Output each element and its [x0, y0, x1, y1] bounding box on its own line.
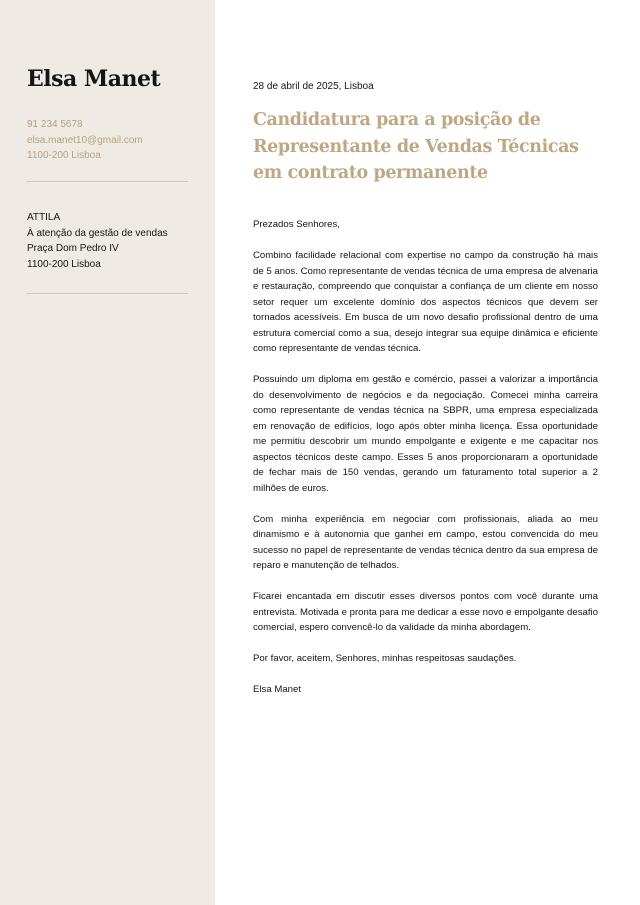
letter-date: 28 de abril de 2025, Lisboa	[253, 81, 374, 92]
letter-body	[253, 217, 598, 713]
letter-paragraph-3: Com minha experiência em negociar com profissionais, aliada ao meu dinamismo e à autonomia que ganhei em campo, estou convencida do meu sucesso no papel de representante de vendas técnica dentro da sua empresa de reparo e manutenção de telhados.	[253, 513, 598, 571]
sender-contact	[27, 117, 143, 164]
letter-paragraph-1: Combino facilidade relacional com expertise no campo da construção há mais de 5 anos. Como representante de vendas técnica de uma empresa de alvenaria e restauração, compreendo que conquistar a confiança de um cliente em nosso setor requer um excelente domínio dos aspectos técnicos que devem ser tornados acessíveis. Em busca de um novo desafio profissional dentro de uma estrutura comercial como a sua, desejo integrar sua equipe dinâmica e eficiente como representante de vendas técnica.	[253, 250, 598, 354]
recipient-block	[27, 210, 168, 272]
letter-subject: Candidatura para a posição de Representante de Vendas Técnicas em contrato permanente	[253, 110, 579, 183]
letter-closing: Por favor, aceitem, Senhores, minhas respeitosas saudações.	[253, 653, 517, 664]
recipient-street: Praça Dom Pedro IV	[27, 243, 119, 254]
divider-top	[27, 181, 188, 182]
sender-phone: 91 234 5678	[27, 119, 83, 130]
recipient-company: ATTILA	[27, 212, 61, 223]
divider-bottom	[27, 293, 188, 294]
letter-paragraph-4: Ficarei encantada em discutir esses diversos pontos com você durante uma entrevista. Motivada e pronta para me dedicar a esse novo e empolgante desafio comercial, espero convencê-lo da validade da minha abordagem.	[253, 591, 598, 633]
sender-city: 1100-200 Lisboa	[27, 150, 101, 161]
letter-greeting: Prezados Senhores,	[253, 219, 340, 230]
sender-name: Elsa Manet	[27, 66, 161, 92]
letter-paragraph-2: Possuindo um diploma em gestão e comércio, passei a valorizar a importância do desenvolvimento de negócios e da negociação. Comecei minha carreira como representante de vendas técnica na SBPR, uma empresa especializada em renovação de edifícios, logo após obter minha licença. Essa oportunidade me permitiu descobrir um mundo empolgante e exigente e me capacitar nos aspectos técnicos deste campo. Esses 5 anos proporcionaram a oportunidade de fechar mais de 150 vendas, gerando um faturamento total superior a 2 milhões de euros.	[253, 374, 598, 494]
sender-email: elsa.manet10@gmail.com	[27, 134, 143, 146]
letter-signature: Elsa Manet	[253, 684, 301, 695]
sidebar	[0, 0, 215, 905]
recipient-attention: À atenção da gestão de vendas	[27, 227, 168, 239]
recipient-city: 1100-200 Lisboa	[27, 258, 101, 270]
